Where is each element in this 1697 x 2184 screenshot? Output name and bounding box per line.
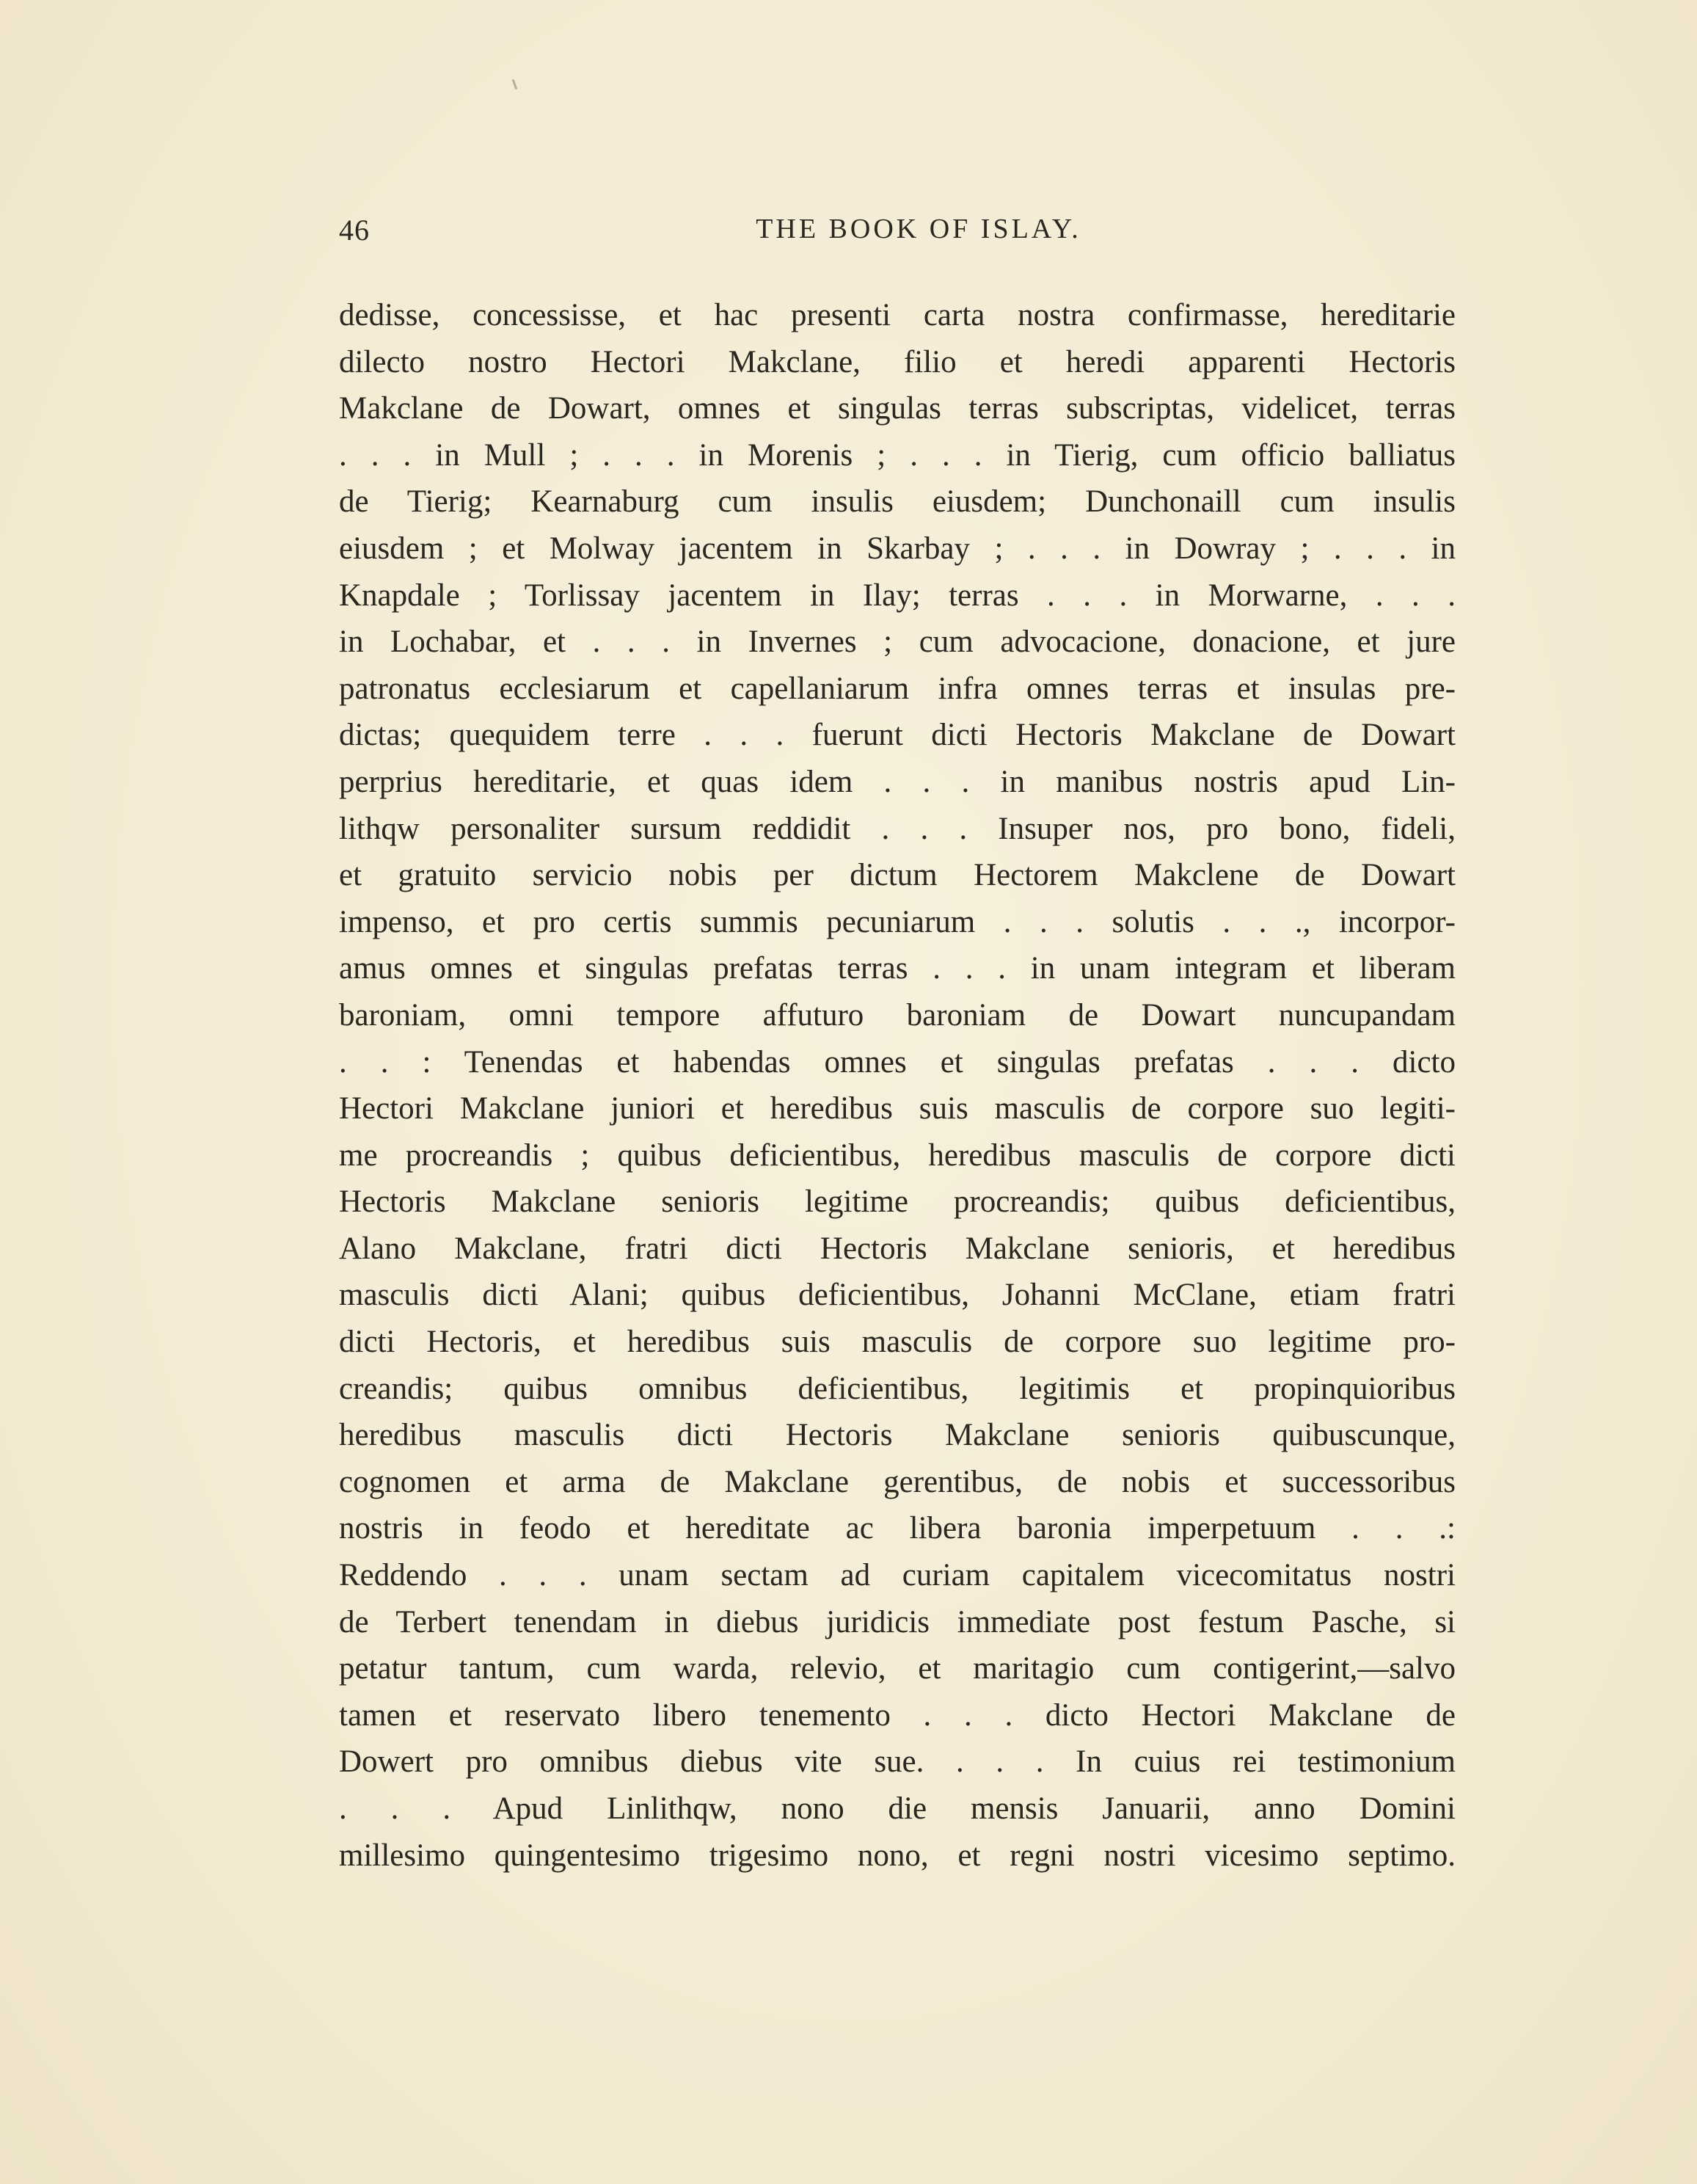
text-line: Reddendo . . . unam sectam ad curiam capitalem vicecomitatus nostri	[339, 1558, 1456, 1593]
text-line: dedisse, concessisse, et hac presenti carta nostra confirmasse, hereditarie	[339, 298, 1456, 332]
text-line: eiusdem ; et Molway jacentem in Skarbay ; . . . in Dowray ; . . . in	[339, 531, 1456, 566]
text-line: cognomen et arma de Makclane gerentibus, de nobis et successoribus	[339, 1464, 1456, 1499]
text-line: Hectori Makclane juniori et heredibus suis masculis de corpore suo legiti-	[339, 1091, 1456, 1126]
text-line: dilecto nostro Hectori Makclane, filio et heredi apparenti Hectoris	[339, 344, 1456, 379]
text-line: Makclane de Dowart, omnes et singulas terras subscriptas, videlicet, terras	[339, 391, 1456, 426]
text-line: dictas; quequidem terre . . . fuerunt dicti Hectoris Makclane de Dowart	[339, 718, 1456, 753]
text-line: lithqw personaliter sursum reddidit . . . Insuper nos, pro bono, fideli,	[339, 811, 1456, 846]
text-line: masculis dicti Alani; quibus deficientibus, Johanni McClane, etiam fratri	[339, 1278, 1456, 1313]
text-line: dicti Hectoris, et heredibus suis masculis de corpore suo legitime pro-	[339, 1325, 1456, 1360]
stray-ink-mark	[512, 79, 518, 90]
text-line: Alano Makclane, fratri dicti Hectoris Makclane senioris, et heredibus	[339, 1231, 1456, 1266]
text-line: millesimo quingentesimo trigesimo nono, et regni nostri vicesimo septimo.	[339, 1838, 1456, 1873]
text-line: . . . Apud Linlithqw, nono die mensis Januarii, anno Domini	[339, 1791, 1456, 1826]
text-line: tamen et reservato libero tenemento . . . dicto Hectori Makclane de	[339, 1697, 1456, 1733]
text-line: et gratuito servicio nobis per dictum Hectorem Makclene de Dowart	[339, 858, 1456, 893]
page-header-title: THE BOOK OF ISLAY.	[756, 214, 1081, 244]
text-line: perprius hereditarie, et quas idem . . . in manibus nostris apud Lin-	[339, 764, 1456, 799]
text-line: baroniam, omni tempore affuturo baroniam de Dowart nuncupandam	[339, 997, 1456, 1033]
text-line: Hectoris Makclane senioris legitime procreandis; quibus deficientibus,	[339, 1184, 1456, 1220]
text-line: creandis; quibus omnibus deficientibus, legitimis et propinquioribus	[339, 1371, 1456, 1406]
text-line: de Tierig; Kearnaburg cum insulis eiusdem; Dunchonaill cum insulis	[339, 484, 1456, 520]
text-line: patronatus ecclesiarum et capellaniarum infra omnes terras et insulas pre-	[339, 671, 1456, 706]
text-line: de Terbert tenendam in diebus juridicis immediate post festum Pasche, si	[339, 1604, 1456, 1639]
text-line: impenso, et pro certis summis pecuniarum . . . solutis . . ., incorpor-	[339, 904, 1456, 939]
text-line: petatur tantum, cum warda, relevio, et maritagio cum contigerint,—salvo	[339, 1651, 1456, 1686]
text-line: amus omnes et singulas prefatas terras . . . in unam integram et liberam	[339, 951, 1456, 986]
text-line: me procreandis ; quibus deficientibus, heredibus masculis de corpore dicti	[339, 1138, 1456, 1173]
body-text	[339, 292, 1456, 1879]
running-head	[339, 213, 1454, 257]
text-line: heredibus masculis dicti Hectoris Makclane senioris quibuscunque,	[339, 1418, 1456, 1453]
text-line: . . : Tenendas et habendas omnes et singulas prefatas . . . dicto	[339, 1044, 1456, 1080]
page-number: 46	[339, 214, 370, 247]
text-line: Knapdale ; Torlissay jacentem in Ilay; terras . . . in Morwarne, . . .	[339, 578, 1456, 613]
text-line: Dowert pro omnibus diebus vite sue. . . . In cuius rei testimonium	[339, 1744, 1456, 1780]
text-line: in Lochabar, et . . . in Invernes ; cum advocacione, donacione, et jure	[339, 625, 1456, 660]
text-line: nostris in feodo et hereditate ac libera baronia imperpetuum . . .:	[339, 1511, 1456, 1546]
text-line: . . . in Mull ; . . . in Morenis ; . . . in Tierig, cum officio balliatus	[339, 437, 1456, 473]
